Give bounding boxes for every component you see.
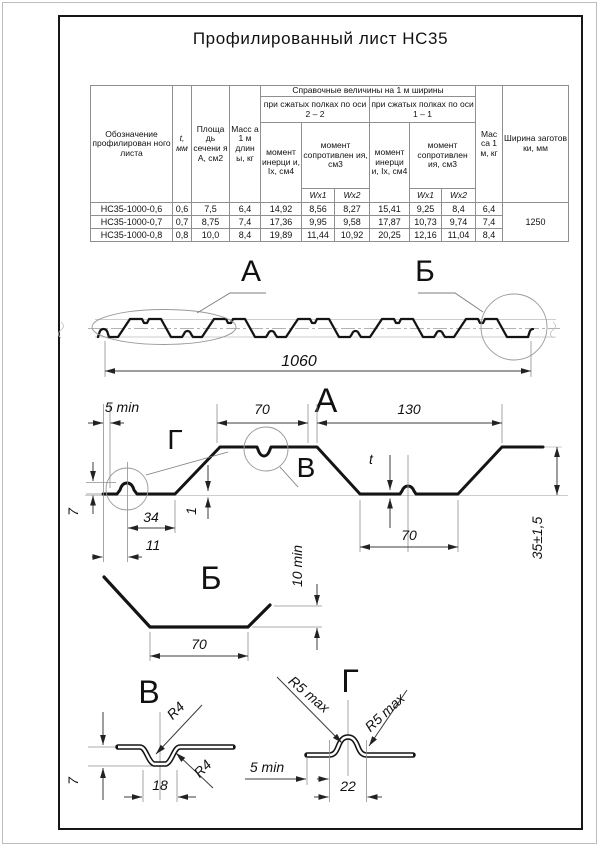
dim-thickness-t: t bbox=[369, 451, 373, 467]
label-detail-v: В bbox=[296, 452, 316, 483]
dim-11: 11 bbox=[145, 537, 161, 553]
table-row: НС35-1000-0,6 0,6 7,5 6,4 14,92 8,56 8,27 15,41 9,25 8,4 6,4 1250 bbox=[91, 203, 569, 216]
col-inertia-11: момент инерци и, Ix, см4 bbox=[370, 123, 410, 203]
break-mark-left bbox=[59, 322, 64, 338]
break-mark-right bbox=[551, 322, 556, 338]
table-row: НС35-1000-0,7 0,7 8,75 7,4 17,36 9,95 9,58 17,87 10,73 9,74 7,4 bbox=[91, 216, 569, 229]
col-thickness: t, мм bbox=[173, 86, 192, 203]
col-wx1-22: Wx1 bbox=[302, 189, 335, 203]
dim-radius-r5-right: R5 max bbox=[361, 690, 408, 735]
dim-edge-5min: 5 min bbox=[104, 399, 140, 415]
dim-groove-18: 18 bbox=[152, 777, 168, 793]
label-detail-g: Г bbox=[167, 424, 183, 455]
dim-overall-width: 1060 bbox=[281, 353, 317, 370]
overview-profile-drawing bbox=[59, 255, 561, 377]
dim-bump-height-7: 7 bbox=[65, 508, 81, 516]
profile-drawings bbox=[0, 245, 600, 830]
col-wx1-11: Wx1 bbox=[410, 189, 442, 203]
detail-a-drawing bbox=[65, 382, 568, 562]
col-area: Площа дь сечени я А, см2 bbox=[192, 86, 230, 203]
col-axis-1-1: при сжатых полках по оси 1 – 1 bbox=[370, 97, 476, 123]
detail-v-drawing bbox=[65, 674, 233, 802]
detail-v-title: В bbox=[138, 674, 160, 710]
callout-circle-v bbox=[244, 427, 288, 471]
dim-34: 34 bbox=[143, 509, 159, 525]
col-axis-2-2: при сжатых полках по оси 2 – 2 bbox=[261, 97, 370, 123]
col-mass: Мас са 1 м, кг bbox=[476, 86, 503, 203]
col-resistance-22: момент сопротивлен ия, см3 bbox=[302, 123, 370, 189]
callout-ellipse-a bbox=[92, 310, 236, 345]
dim-pitch-130: 130 bbox=[397, 401, 421, 417]
label-view-a: А bbox=[240, 255, 262, 288]
dim-radius-r5-left: R5 max bbox=[285, 672, 333, 716]
spec-table bbox=[90, 85, 569, 242]
col-inertia-22: момент инерци и, Ix, см4 bbox=[261, 123, 302, 203]
dim-10min: 10 min bbox=[289, 544, 305, 588]
callout-circle-g bbox=[106, 468, 148, 510]
dim-edge-5min-g: 5 min bbox=[249, 759, 285, 775]
dim-section-b-70: 70 bbox=[191, 636, 207, 652]
page-title: Профилированный лист НС35 bbox=[192, 29, 449, 48]
leader-b bbox=[418, 293, 483, 312]
dim-1: 1 bbox=[183, 507, 199, 515]
table-row: НС35-1000-0,8 0,8 10,0 8,4 19,89 11,44 10,92 20,25 12,16 11,04 8,4 bbox=[91, 229, 569, 242]
dim-groove-depth-7: 7 bbox=[65, 777, 81, 785]
dim-crest-70: 70 bbox=[254, 401, 270, 417]
blank-width-value: 1250 bbox=[503, 203, 569, 242]
col-wx2-22: Wx2 bbox=[335, 189, 370, 203]
section-b-drawing bbox=[104, 545, 322, 661]
col-resistance-11: момент сопротивлен ия, см3 bbox=[410, 123, 476, 189]
dim-height-35: 35±1,5 bbox=[529, 516, 545, 560]
detail-g-title: Г bbox=[341, 663, 359, 699]
sheet-profile-section-b bbox=[104, 577, 270, 627]
col-designation: Обозначение профилирован ного листа bbox=[91, 86, 173, 203]
section-b-title: Б bbox=[200, 560, 222, 596]
detail-g-drawing bbox=[245, 663, 413, 802]
sheet-profile-overview bbox=[98, 319, 533, 337]
dim-radius-r4-top: R4 bbox=[163, 698, 188, 723]
label-view-b: Б bbox=[415, 255, 435, 288]
col-blank-width: Ширина заготов ки, мм bbox=[503, 86, 569, 203]
dim-radius-r4-bottom: R4 bbox=[190, 756, 215, 781]
dim-valley-70: 70 bbox=[401, 527, 417, 543]
col-wx2-11: Wx2 bbox=[442, 189, 476, 203]
leader-a bbox=[197, 293, 266, 313]
callout-circle-b bbox=[481, 294, 547, 360]
col-mass-length: Масс а 1 м длин ы, кг bbox=[230, 86, 261, 203]
section-a-title: А bbox=[314, 382, 338, 420]
dim-bump-22: 22 bbox=[340, 778, 356, 794]
col-reference-span: Справочные величины на 1 м ширины bbox=[261, 86, 476, 97]
